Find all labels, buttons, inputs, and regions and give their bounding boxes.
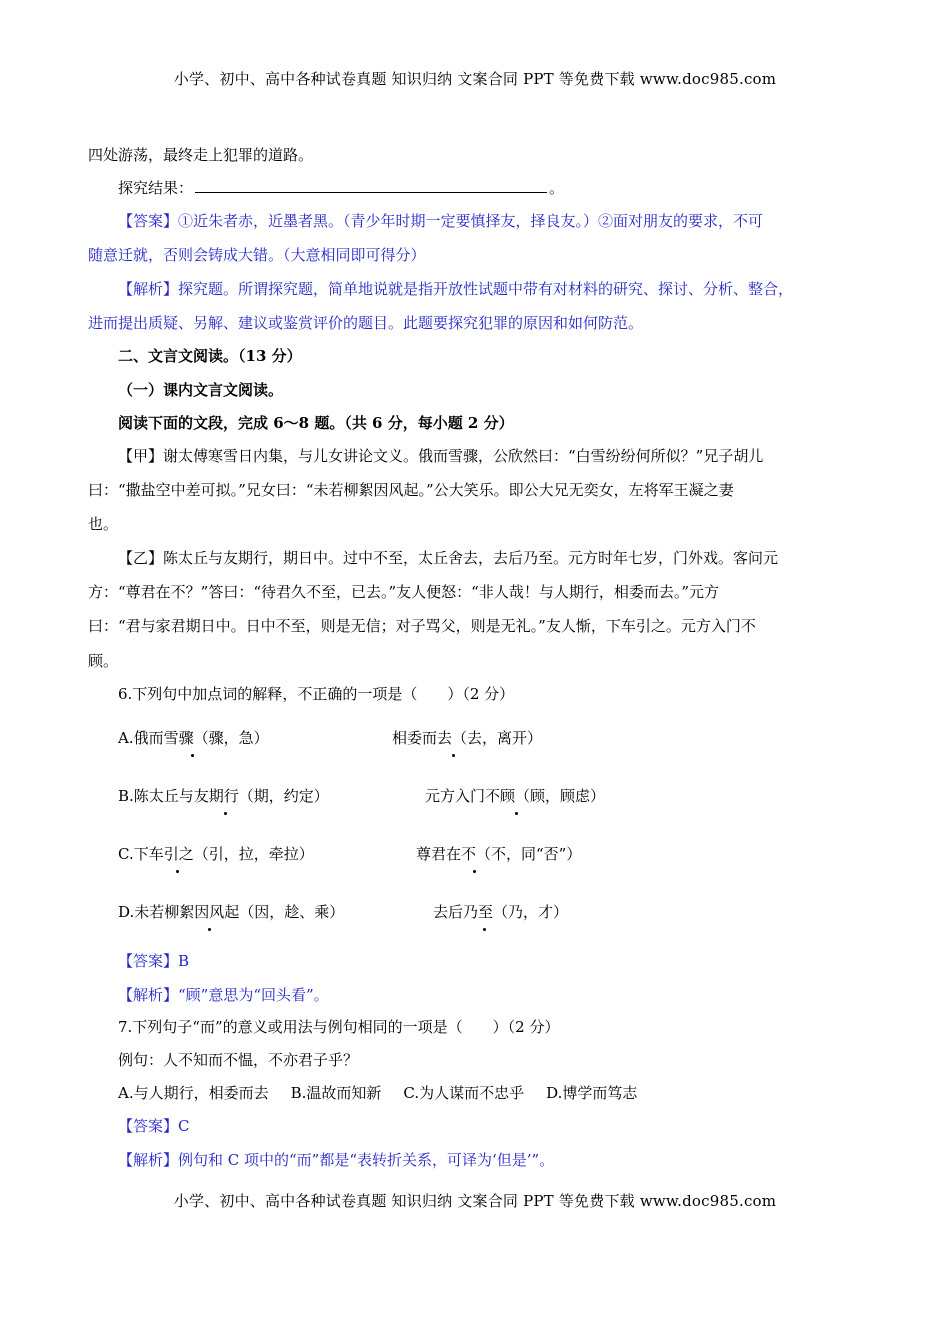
q6-option-b-left: B.陈太丘与友期行（期，约定） xyxy=(118,787,329,805)
passage-jia-line-3: 也。 xyxy=(88,515,119,533)
q6-option-c-left: C.下车引之（引，拉，牵拉） xyxy=(118,845,314,863)
passage-yi-line-4: 顾。 xyxy=(88,652,119,670)
page-header: 小学、初中、高中各种试卷真题 知识归纳 文案合同 PPT 等免费下载 www.doc985.com xyxy=(173,70,777,88)
previous-passage-tail: 四处游荡，最终走上犯罪的道路。 xyxy=(88,146,314,164)
explore-result-line xyxy=(118,177,898,199)
q7-option-c: C.为人谋而不忠乎 xyxy=(403,1084,525,1102)
emphasis-dot xyxy=(176,870,179,873)
prev-analysis-line-1: 【解析】探究题。所谓探究题，简单地说就是指开放性试题中带有对材料的研究、探讨、分析、整合， xyxy=(118,280,794,298)
emphasis-dot xyxy=(208,928,211,931)
emphasis-dot xyxy=(515,812,518,815)
q6-option-c-right: 尊君在不（不，同“否”） xyxy=(416,845,582,863)
q7-option-a: A.与人期行，相委而去 xyxy=(118,1084,269,1102)
passage-jia-line-1: 【甲】谢太傅寒雪日内集，与儿女讲论文义。俄而雪骤，公欣然曰：“白雪纷纷何所似？”兄子胡儿 xyxy=(118,447,764,465)
emphasis-dot xyxy=(191,754,194,757)
question-7-stem: 7.下列句子“而”的意义或用法与例句相同的一项是（ ）（2 分） xyxy=(118,1018,560,1036)
explore-result-end: 。 xyxy=(549,179,565,197)
q6-option-d-right: 去后乃至（乃，才） xyxy=(433,903,569,921)
emphasis-dot xyxy=(224,812,227,815)
q7-option-d: D.博学而笃志 xyxy=(546,1084,638,1102)
reading-instruction: 阅读下面的文段，完成 6～8 题。（共 6 分，每小题 2 分） xyxy=(118,414,514,432)
emphasis-dot xyxy=(473,870,476,873)
page-footer: 小学、初中、高中各种试卷真题 知识归纳 文案合同 PPT 等免费下载 www.doc985.com xyxy=(173,1192,777,1210)
q7-option-b: B.温故而知新 xyxy=(290,1084,382,1102)
q7-analysis: 【解析】例句和 C 项中的“而”都是“表转折关系，可译为‘但是’”。 xyxy=(118,1151,555,1169)
prev-answer-line-2: 随意迁就，否则会铸成大错。（大意相同即可得分） xyxy=(88,246,426,264)
q7-answer: 【答案】C xyxy=(118,1117,190,1135)
q6-option-a-left: A.俄而雪骤（骤，急） xyxy=(118,729,269,747)
q6-analysis: 【解析】“顾”意思为“回头看”。 xyxy=(118,986,329,1004)
section-title: 二、文言文阅读。（13 分） xyxy=(118,347,302,365)
question-7-options xyxy=(118,1082,898,1104)
subsection-title: （一）课内文言文阅读。 xyxy=(118,381,284,399)
emphasis-dot xyxy=(452,754,455,757)
passage-yi-line-3: 曰：“君与家君期日中。日中不至，则是无信；对子骂父，则是无礼。”友人惭，下车引之。元方入门不 xyxy=(88,617,756,635)
answer-blank xyxy=(195,178,547,193)
emphasis-dot xyxy=(483,928,486,931)
q6-option-b-right: 元方入门不顾（顾，顾虑） xyxy=(425,787,606,805)
question-7-example: 例句：人不知而不愠，不亦君子乎？ xyxy=(118,1051,359,1069)
q6-option-d-left: D.未若柳絮因风起（因，趁、乘） xyxy=(118,903,345,921)
explore-result-label: 探究结果： xyxy=(118,179,194,197)
passage-yi-line-1: 【乙】陈太丘与友期行，期日中。过中不至，太丘舍去，去后乃至。元方时年七岁，门外戏。客问元 xyxy=(118,549,779,567)
prev-answer-line-1: 【答案】①近朱者赤，近墨者黑。（青少年时期一定要慎择友，择良友。）②面对朋友的要求，不可 xyxy=(118,212,764,230)
q6-answer: 【答案】B xyxy=(118,952,190,970)
q6-option-a-right: 相委而去（去，离开） xyxy=(392,729,543,747)
passage-jia-line-2: 曰：“撒盐空中差可拟。”兄女曰：“未若柳絮因风起。”公大笑乐。即公大兄无奕女，左将军王凝之妻 xyxy=(88,481,734,499)
question-6-stem: 6.下列句中加点词的解释，不正确的一项是（ ）（2 分） xyxy=(118,685,515,703)
prev-analysis-line-2: 进而提出质疑、另解、建议或鉴赏评价的题目。此题要探究犯罪的原因和如何防范。 xyxy=(88,314,644,332)
passage-yi-line-2: 方：“尊君在不？”答曰：“待君久不至，已去。”友人便怒：“非人哉！与人期行，相委而去。”元方 xyxy=(88,583,720,601)
